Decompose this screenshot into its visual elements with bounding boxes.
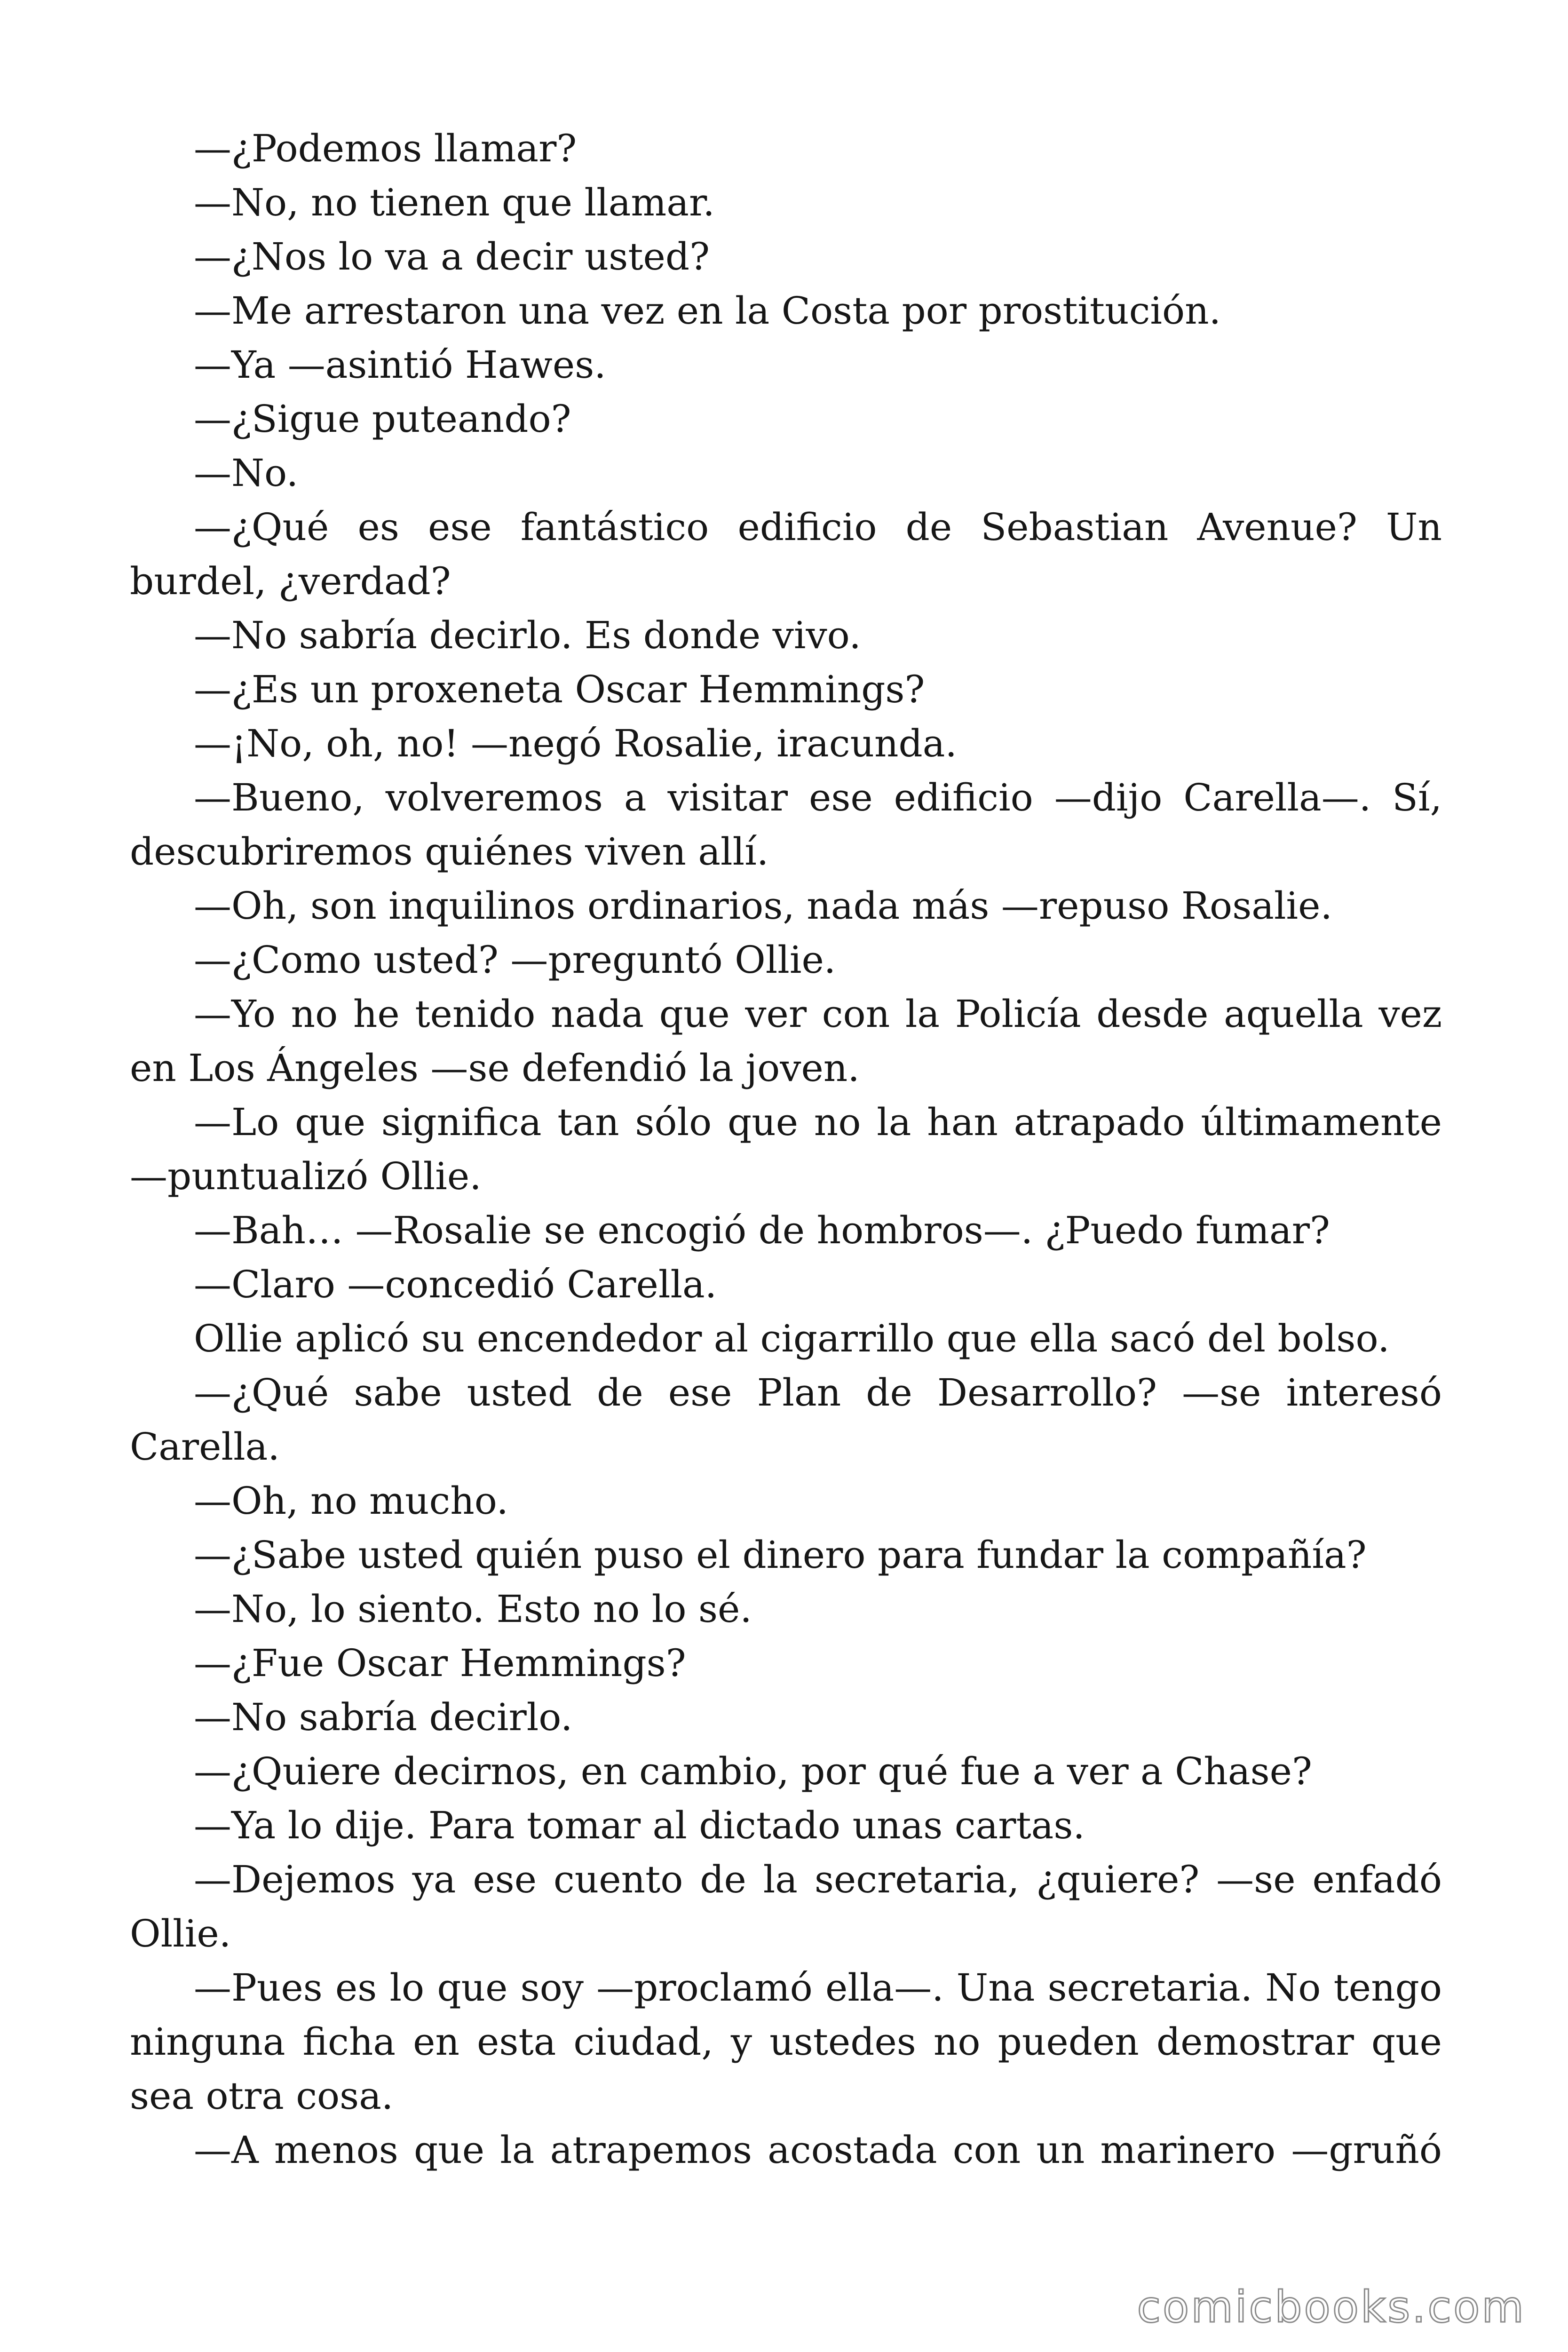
paragraph: —¿Qué sabe usted de ese Plan de Desarrollo? —se interesó Carella. — [130, 1371, 1442, 1469]
paragraph: —Lo que significa tan sólo que no la han atrapado últimamente —puntualizó Ollie. — [130, 1100, 1442, 1198]
page-body-text — [130, 121, 1442, 2177]
paragraph: —Oh, son inquilinos ordinarios, nada más —repuso Rosalie. — [194, 884, 1332, 928]
paragraph: —¿Sigue puteando? — [194, 397, 571, 441]
paragraph: —No. — [194, 451, 299, 495]
paragraph: —Me arrestaron una vez en la Costa por prostitución. — [194, 289, 1221, 333]
paragraph: —¿Sabe usted quién puso el dinero para fundar la compañía? — [194, 1533, 1367, 1577]
paragraph: —No, lo siento. Esto no lo sé. — [194, 1587, 752, 1631]
paragraph: —Ya lo dije. Para tomar al dictado unas cartas. — [194, 1804, 1085, 1847]
paragraph: —Pues es lo que soy —proclamó ella—. Una secretaria. No tengo ninguna ficha en esta ciudad, y ustedes no pueden demostrar que sea otra cosa. — [130, 1966, 1442, 2118]
paragraph: —¿Es un proxeneta Oscar Hemmings? — [194, 667, 925, 711]
paragraph: —Claro —concedió Carella. — [194, 1263, 717, 1306]
paragraph: —A menos que la atrapemos acostada con un marinero —gruñó — [194, 2128, 1442, 2172]
paragraph: —Yo no he tenido nada que ver con la Policía desde aquella vez en Los Ángeles —se defendió la joven. — [130, 992, 1442, 1090]
paragraph: —Bueno, volveremos a visitar ese edificio —dijo Carella—. Sí, descubriremos quiénes viven allí. — [130, 776, 1442, 874]
paragraph: —No sabría decirlo. — [194, 1695, 573, 1739]
paragraph: —Bah… —Rosalie se encogió de hombros—. ¿Puedo fumar? — [194, 1208, 1330, 1252]
paragraph: —Ya —asintió Hawes. — [194, 343, 606, 387]
paragraph: —¿Fue Oscar Hemmings? — [194, 1641, 686, 1685]
paragraph: —Dejemos ya ese cuento de la secretaria, ¿quiere? —se enfadó Ollie. — [130, 1858, 1442, 1955]
paragraph: Ollie aplicó su encendedor al cigarrillo que ella sacó del bolso. — [194, 1317, 1390, 1360]
paragraph: —¿Qué es ese fantástico edificio de Sebastian Avenue? Un burdel, ¿verdad? — [130, 505, 1442, 603]
watermark: comicbooks.com — [1137, 2282, 1526, 2332]
paragraph: —Oh, no mucho. — [194, 1479, 508, 1523]
paragraph: —¿Nos lo va a decir usted? — [194, 235, 710, 278]
paragraph: —No, no tienen que llamar. — [194, 181, 715, 224]
paragraph: —¿Podemos llamar? — [194, 127, 577, 170]
paragraph: —¿Quiere decirnos, en cambio, por qué fue a ver a Chase? — [194, 1749, 1312, 1793]
paragraph: —No sabría decirlo. Es donde vivo. — [194, 613, 861, 657]
paragraph: —¡No, oh, no! —negó Rosalie, iracunda. — [194, 722, 957, 765]
paragraph: —¿Como usted? —preguntó Ollie. — [194, 938, 836, 982]
